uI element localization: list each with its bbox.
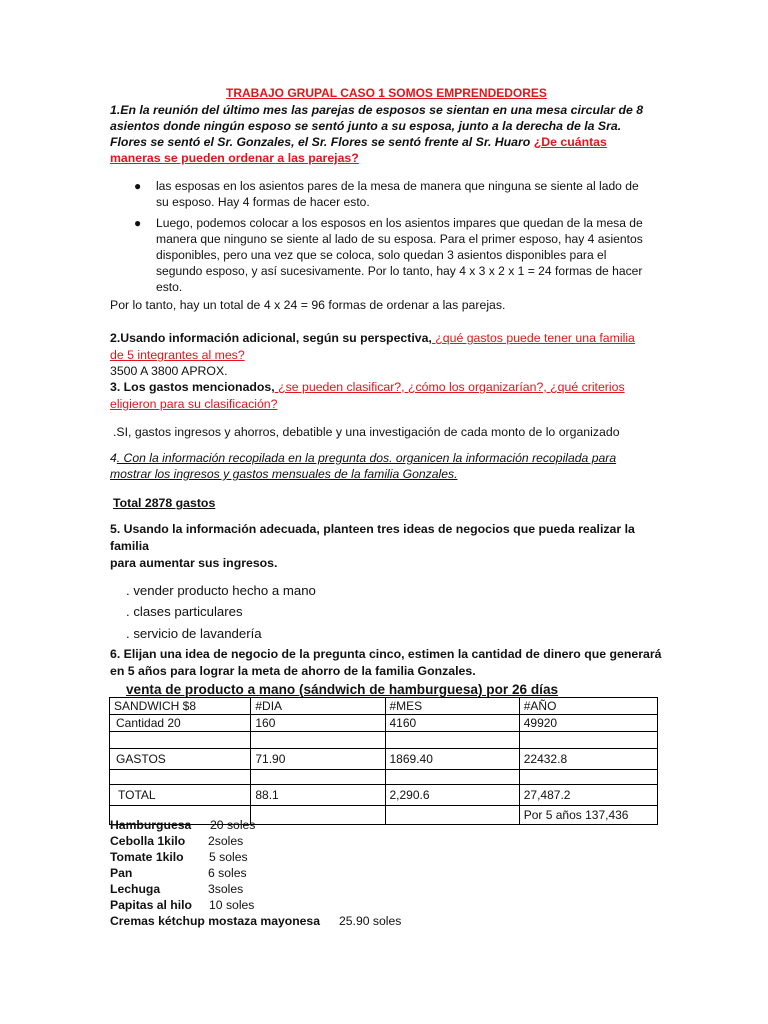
question-4-text: . Con la información recopilada en la pregunta dos. organicen la información recopilada para mostrar los ingresos y gastos mensuales de la familia Gonzales. — [110, 451, 617, 481]
table-cell: 49920 — [519, 715, 657, 732]
table-cell: Cantidad 20 — [110, 715, 251, 732]
table-cell — [110, 770, 251, 785]
table-cell: GASTOS — [110, 749, 251, 770]
ingredient-cost: 2soles — [208, 834, 244, 848]
answer-3: .SI, gastos ingresos y ahorros, debatible y una investigación de cada monto de lo organizado — [113, 425, 620, 439]
total-gastos: Total 2878 gastos — [113, 496, 216, 510]
ingredient-cost: 5 soles — [209, 850, 248, 864]
question-5-line1: 5. Usando la información adecuada, planteen tres ideas de negocios que pueda realizar la — [110, 522, 635, 536]
table-row — [110, 785, 658, 806]
table-cell: TOTAL — [110, 785, 251, 806]
ingredient-cost: 6 soles — [208, 866, 247, 880]
table-row — [110, 806, 658, 825]
table-row — [110, 715, 658, 732]
ingredient-name: Cremas kétchup mostaza mayonesa — [110, 914, 320, 928]
document-title: TRABAJO GRUPAL CASO 1 SOMOS EMPRENDEDORES — [226, 86, 547, 100]
table-title: venta de producto a mano (sándwich de hamburguesa) por 26 días — [126, 682, 559, 697]
bullet-icon: ● — [134, 216, 142, 230]
sales-table — [109, 697, 658, 825]
table-cell: #AÑO — [519, 698, 657, 715]
table-cell — [385, 770, 519, 785]
question-4 — [110, 450, 660, 482]
table-cell: #MES — [385, 698, 519, 715]
table-cell — [110, 732, 251, 749]
answer-1-bullets — [110, 178, 650, 300]
question-1-highlight: ¿De cuántas maneras se pueden ordenar a las parejas? — [110, 135, 607, 165]
ingredient-cost: 3soles — [208, 882, 244, 896]
question-2-highlight: ¿qué gastos puede tener una familia — [431, 331, 635, 345]
table-cell: 22432.8 — [519, 749, 657, 770]
table-row — [110, 749, 658, 770]
ingredient-name: Lechuga — [110, 882, 161, 896]
table-cell — [519, 732, 657, 749]
table-cell — [251, 732, 385, 749]
list-item — [110, 215, 650, 295]
table-cell: 88.1 — [251, 785, 385, 806]
ingredient-name: Cebolla 1kilo — [110, 834, 186, 848]
table-row — [110, 732, 658, 749]
table-cell — [519, 770, 657, 785]
question-5-line2: familia — [110, 539, 149, 553]
business-idea: . clases particulares — [126, 604, 243, 619]
question-3-lead: 3. Los gastos mencionados, — [110, 380, 275, 394]
table-cell — [385, 806, 519, 825]
table-row — [110, 770, 658, 785]
ingredient-name: Tomate 1kilo — [110, 850, 184, 864]
table-cell: 1869.40 — [385, 749, 519, 770]
table-cell — [385, 732, 519, 749]
table-row — [110, 698, 658, 715]
list-item — [110, 178, 650, 210]
question-3-line2: eligieron para su clasificación? — [110, 397, 278, 411]
business-idea: . servicio de lavandería — [126, 626, 262, 641]
ingredient-name: Hamburguesa — [110, 818, 192, 832]
table-cell — [251, 806, 385, 825]
table-cell: Por 5 años 137,436 — [519, 806, 657, 825]
question-5-line3: para aumentar sus ingresos. — [110, 556, 278, 570]
question-2-lead: 2.Usando información adicional, según su perspectiva, — [110, 331, 432, 345]
question-3-line1 — [110, 379, 625, 395]
bullet-text: las esposas en los asientos pares de la mesa de manera que ninguna se siente al lado de su esposo. Hay 4 formas de hacer esto. — [156, 179, 639, 209]
table-cell: 160 — [251, 715, 385, 732]
table-cell: #DIA — [251, 698, 385, 715]
table-cell: SANDWICH $8 — [110, 698, 251, 715]
question-4-number: 4 — [110, 451, 117, 465]
question-3-highlight: ¿se pueden clasificar?, ¿cómo los organizarían?, ¿qué criterios — [274, 380, 625, 394]
table-cell: 71.90 — [251, 749, 385, 770]
business-idea: . vender producto hecho a mano — [126, 583, 316, 598]
table-cell: 4160 — [385, 715, 519, 732]
ingredient-cost: 20 soles — [210, 818, 256, 832]
question-6-line1: 6. Elijan una idea de negocio de la pregunta cinco, estimen la cantidad de dinero que generará — [110, 647, 662, 661]
ingredient-name: Pan — [110, 866, 133, 880]
table-cell: 27,487.2 — [519, 785, 657, 806]
question-2-line2: de 5 integrantes al mes? — [110, 348, 245, 362]
question-6-line2: en 5 años para lograr la meta de ahorro de la familia Gonzales. — [110, 664, 476, 678]
bullet-icon: ● — [134, 179, 142, 193]
bullet-text: Luego, podemos colocar a los esposos en los asientos impares que quedan de la mesa de manera que ninguno se siente al lado de su esposa. Para el primer esposo, hay 4 asientos disponibles, pero una vez que se coloca, solo quedan 3 asientos disponibles para el segundo esposo, y así sucesivamente. Por lo tanto, hay 4 x 3 x 2 x 1 = 24 formas de hacer esto. — [156, 216, 643, 294]
question-2-line1 — [110, 330, 635, 346]
answer-2: 3500 A 3800 APROX. — [110, 364, 228, 378]
answer-1-conclusion: Por lo tanto, hay un total de 4 x 24 = 96 formas de ordenar a las parejas. — [110, 298, 506, 312]
ingredient-name: Papitas al hilo — [110, 898, 192, 912]
ingredient-cost: 10 soles — [209, 898, 255, 912]
table-cell — [251, 770, 385, 785]
table-cell: 2,290.6 — [385, 785, 519, 806]
ingredient-cost: 25.90 soles — [339, 914, 402, 928]
question-1 — [110, 102, 650, 166]
question-1-text: 1.En la reunión del último mes las parejas de esposos se sientan en una mesa circular de 8 asientos donde ningún esposo se sentó junto a su esposa, junto a la derecha de la Sra. Flores se sentó el Sr. Gonzales, el Sr. Flores se sentó frente al Sr. Huaro — [110, 103, 644, 149]
